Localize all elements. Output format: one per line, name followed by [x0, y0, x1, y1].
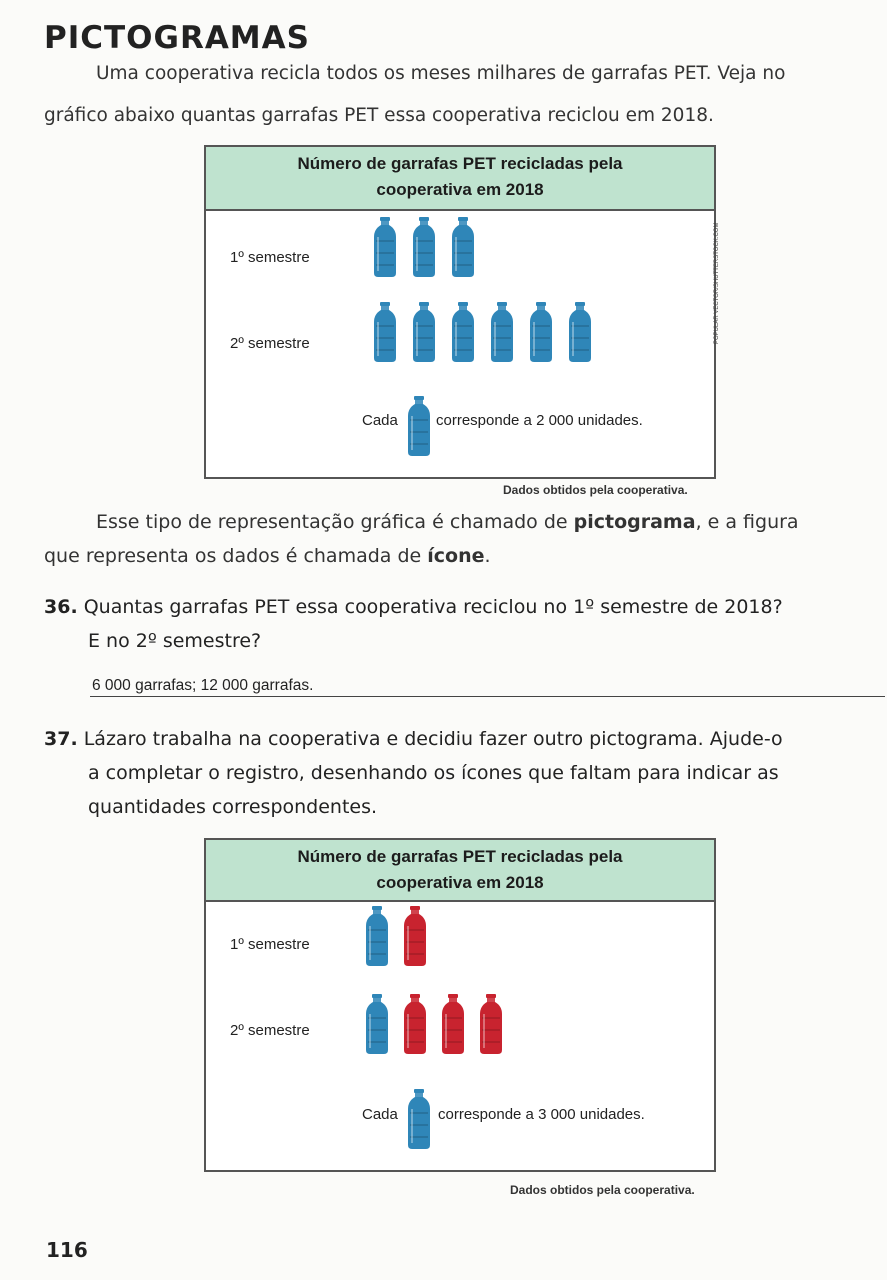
chart1-row1-bottle-icon — [450, 217, 476, 277]
chart2-title — [206, 840, 714, 902]
chart1-title-line2: cooperativa em 2018 — [376, 180, 544, 199]
chart2-legend-bottle-icon — [406, 1084, 432, 1154]
question-36-number: 36. — [44, 596, 78, 618]
term-pictograma: pictograma — [573, 511, 696, 533]
chart2-legend-prefix: Cada — [362, 1106, 398, 1123]
chart2-row1-drawn-bottle-icon — [402, 906, 428, 966]
chart1-row2-bottle-icon — [411, 302, 437, 362]
chart2-row1-printed-bottle-icon — [364, 906, 390, 966]
term-icone: ícone — [427, 545, 485, 567]
chart1-row-label-2: 2º semestre — [230, 335, 310, 352]
chart1-title-line1: Número de garrafas PET recicladas pela — [297, 154, 623, 173]
chart1-legend-suffix: corresponde a 2 000 unidades. — [436, 412, 643, 429]
chart2-source: Dados obtidos pela cooperativa. — [510, 1183, 695, 1197]
chart2-row2-drawn-bottle-icon — [402, 994, 428, 1054]
chart2-legend-suffix: corresponde a 3 000 unidades. — [438, 1106, 645, 1123]
chart1-row1-bottle-icon — [411, 217, 437, 277]
explanation-line1 — [96, 506, 886, 538]
chart2-title-line2: cooperativa em 2018 — [376, 873, 544, 892]
question-37-number: 37. — [44, 728, 78, 750]
question-36-answer: 6 000 garrafas; 12 000 garrafas. — [92, 677, 314, 694]
chart1-legend-prefix: Cada — [362, 412, 398, 429]
chart1-source: Dados obtidos pela cooperativa. — [503, 483, 688, 497]
pictogram-chart-1 — [204, 145, 716, 479]
question-37-line1 — [44, 722, 887, 756]
chart2-row2-printed-bottle-icon — [364, 994, 390, 1054]
question-37 — [44, 722, 887, 824]
question-37-text-line2: a completar o registro, desenhando os ícones que faltam para indicar as — [88, 762, 779, 784]
intro-text-line2: gráfico abaixo quantas garrafas PET essa cooperativa reciclou em 2018. — [44, 105, 714, 126]
chart1-row1-bottle-icon — [372, 217, 398, 277]
explanation-text-f: . — [484, 545, 491, 567]
chart2-title-line1: Número de garrafas PET recicladas pela — [297, 847, 623, 866]
intro-text-line1: Uma cooperativa recicla todos os meses milhares de garrafas PET. Veja no — [96, 63, 786, 84]
page-number: 116 — [46, 1238, 88, 1262]
chart2-row2-drawn-bottle-icon — [440, 994, 466, 1054]
chart1-row2-bottle-icon — [372, 302, 398, 362]
question-36 — [44, 590, 887, 658]
chart2-row-label-1: 1º semestre — [230, 936, 310, 953]
explanation-text-c: , e a figura — [695, 511, 799, 533]
question-37-text-line3: quantidades correspondentes. — [88, 796, 378, 818]
question-36-text-line1: Quantas garrafas PET essa cooperativa reciclou no 1º semestre de 2018? — [83, 596, 783, 618]
page-title: PICTOGRAMAS — [44, 20, 310, 56]
question-37-text-line1: Lázaro trabalha na cooperativa e decidiu fazer outro pictograma. Ajude-o — [83, 728, 783, 750]
question-36-text-line2: E no 2º semestre? — [88, 630, 262, 652]
question-36-line1 — [44, 590, 887, 624]
answer-line — [90, 696, 885, 697]
image-credit: POPULAR VECTOR/SHUTTERSTOCK.COM — [714, 222, 720, 344]
chart1-legend-bottle-icon — [406, 392, 432, 460]
chart2-row-label-2: 2º semestre — [230, 1022, 310, 1039]
chart1-title — [206, 147, 714, 211]
explanation-line2 — [44, 540, 884, 572]
chart1-row2-bottle-icon — [567, 302, 593, 362]
chart2-row2-drawn-bottle-icon — [478, 994, 504, 1054]
explanation-text-a: Esse tipo de representação gráfica é chamado de — [96, 511, 574, 533]
chart1-row2-bottle-icon — [450, 302, 476, 362]
chart1-row2-bottle-icon — [489, 302, 515, 362]
explanation-text-d: que representa os dados é chamada de — [44, 545, 428, 567]
pictogram-chart-2 — [204, 838, 716, 1172]
chart1-row2-bottle-icon — [528, 302, 554, 362]
chart1-row-label-1: 1º semestre — [230, 249, 310, 266]
